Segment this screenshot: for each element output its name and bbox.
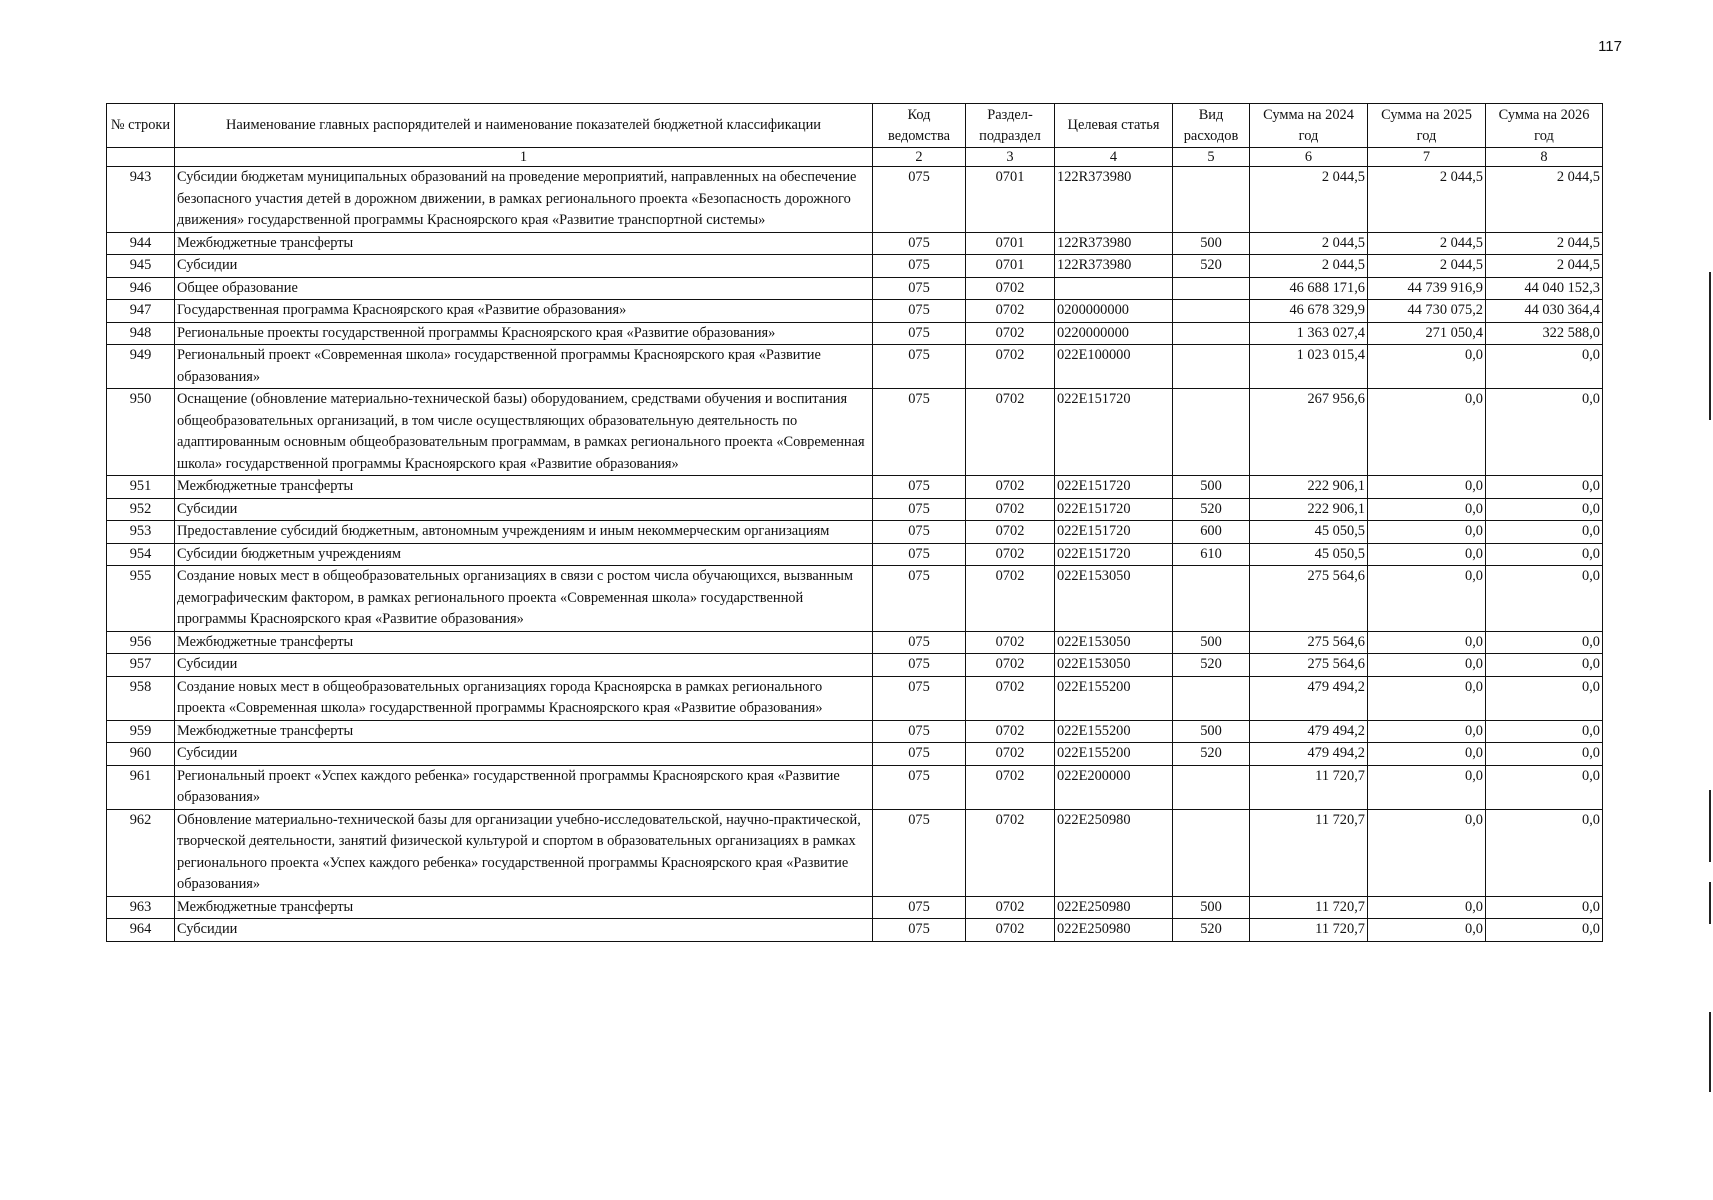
target-article: 122R373980 (1055, 255, 1173, 278)
table-body (107, 167, 1603, 942)
department-code: 075 (873, 919, 966, 942)
column-number-row (107, 148, 1603, 167)
section-code: 0702 (966, 566, 1055, 632)
sum-2025: 0,0 (1368, 476, 1486, 499)
sum-2026: 44 040 152,3 (1486, 277, 1603, 300)
section-code: 0702 (966, 543, 1055, 566)
sum-2024: 45 050,5 (1250, 543, 1368, 566)
department-code: 075 (873, 167, 966, 233)
section-code: 0701 (966, 167, 1055, 233)
header-sum-2025: Сумма на 2025 год (1368, 104, 1486, 148)
sum-2025: 0,0 (1368, 543, 1486, 566)
sum-2024: 275 564,6 (1250, 566, 1368, 632)
table-row (107, 521, 1603, 544)
row-number: 962 (107, 809, 175, 896)
header-sum-2026: Сумма на 2026 год (1486, 104, 1603, 148)
sum-2026: 0,0 (1486, 654, 1603, 677)
indicator-name: Создание новых мест в общеобразовательных организациях города Красноярска в рамках регионального проекта «Современная школа» государственной программы Красноярского края «Развитие образования» (175, 676, 873, 720)
row-number: 948 (107, 322, 175, 345)
column-number: 8 (1486, 148, 1603, 167)
expense-type: 500 (1173, 896, 1250, 919)
indicator-name: Субсидии (175, 654, 873, 677)
indicator-name: Создание новых мест в общеобразовательных организациях в связи с ростом числа обучающихся, вызванным демографическим фактором, в рамках регионального проекта «Современная школа» государственной программы Красноярского края «Развитие образования» (175, 566, 873, 632)
department-code: 075 (873, 631, 966, 654)
target-article: 022E151720 (1055, 498, 1173, 521)
department-code: 075 (873, 232, 966, 255)
indicator-name: Субсидии бюджетам муниципальных образований на проведение мероприятий, направленных на обеспечение безопасного участия детей в дорожном движении, в рамках регионального проекта «Безопасность дорожного движения» государственной программы Красноярского края «Развитие транспортной системы» (175, 167, 873, 233)
indicator-name: Субсидии бюджетным учреждениям (175, 543, 873, 566)
target-article: 022E151720 (1055, 543, 1173, 566)
expense-type (1173, 809, 1250, 896)
expense-type (1173, 676, 1250, 720)
department-code: 075 (873, 654, 966, 677)
row-number: 961 (107, 765, 175, 809)
target-article (1055, 277, 1173, 300)
target-article: 0200000000 (1055, 300, 1173, 323)
header-type: Вид расходов (1173, 104, 1250, 148)
sum-2025: 0,0 (1368, 676, 1486, 720)
target-article: 022E250980 (1055, 896, 1173, 919)
sum-2025: 2 044,5 (1368, 167, 1486, 233)
row-number: 953 (107, 521, 175, 544)
table-row (107, 543, 1603, 566)
header-no: № строки (107, 104, 175, 148)
expense-type: 600 (1173, 521, 1250, 544)
sum-2024: 11 720,7 (1250, 919, 1368, 942)
target-article: 122R373980 (1055, 232, 1173, 255)
row-number: 956 (107, 631, 175, 654)
indicator-name: Межбюджетные трансферты (175, 232, 873, 255)
sum-2025: 2 044,5 (1368, 232, 1486, 255)
target-article: 022E155200 (1055, 720, 1173, 743)
table-row (107, 232, 1603, 255)
department-code: 075 (873, 765, 966, 809)
sum-2024: 46 678 329,9 (1250, 300, 1368, 323)
row-number: 955 (107, 566, 175, 632)
sum-2025: 0,0 (1368, 743, 1486, 766)
sum-2026: 0,0 (1486, 743, 1603, 766)
indicator-name: Межбюджетные трансферты (175, 720, 873, 743)
indicator-name: Межбюджетные трансферты (175, 631, 873, 654)
indicator-name: Межбюджетные трансферты (175, 896, 873, 919)
indicator-name: Государственная программа Красноярского края «Развитие образования» (175, 300, 873, 323)
binder-edge-line (1709, 272, 1711, 420)
target-article: 022E100000 (1055, 345, 1173, 389)
sum-2024: 11 720,7 (1250, 809, 1368, 896)
row-number: 958 (107, 676, 175, 720)
expense-type (1173, 322, 1250, 345)
sum-2024: 1 023 015,4 (1250, 345, 1368, 389)
sum-2025: 0,0 (1368, 521, 1486, 544)
section-code: 0702 (966, 765, 1055, 809)
page-number: 117 (1598, 38, 1622, 55)
department-code: 075 (873, 498, 966, 521)
sum-2024: 479 494,2 (1250, 720, 1368, 743)
indicator-name: Субсидии (175, 498, 873, 521)
target-article: 022E151720 (1055, 476, 1173, 499)
sum-2024: 479 494,2 (1250, 676, 1368, 720)
row-number: 957 (107, 654, 175, 677)
indicator-name: Субсидии (175, 743, 873, 766)
header-sum-2024: Сумма на 2024 год (1250, 104, 1368, 148)
row-number: 963 (107, 896, 175, 919)
sum-2025: 0,0 (1368, 654, 1486, 677)
department-code: 075 (873, 521, 966, 544)
header-row (107, 104, 1603, 148)
header-name: Наименование главных распорядителей и наименование показателей бюджетной классификации (175, 104, 873, 148)
department-code: 075 (873, 255, 966, 278)
department-code: 075 (873, 566, 966, 632)
sum-2026: 322 588,0 (1486, 322, 1603, 345)
department-code: 075 (873, 743, 966, 766)
sum-2025: 271 050,4 (1368, 322, 1486, 345)
section-code: 0702 (966, 631, 1055, 654)
section-code: 0702 (966, 720, 1055, 743)
section-code: 0702 (966, 277, 1055, 300)
indicator-name: Общее образование (175, 277, 873, 300)
sum-2026: 0,0 (1486, 919, 1603, 942)
department-code: 075 (873, 676, 966, 720)
sum-2026: 0,0 (1486, 521, 1603, 544)
sum-2024: 2 044,5 (1250, 255, 1368, 278)
target-article: 022E153050 (1055, 566, 1173, 632)
table-row (107, 631, 1603, 654)
expense-type: 500 (1173, 631, 1250, 654)
sum-2025: 44 730 075,2 (1368, 300, 1486, 323)
column-number: 7 (1368, 148, 1486, 167)
binder-edge-line (1709, 790, 1711, 862)
section-code: 0701 (966, 255, 1055, 278)
sum-2026: 0,0 (1486, 765, 1603, 809)
section-code: 0702 (966, 654, 1055, 677)
sum-2024: 11 720,7 (1250, 896, 1368, 919)
target-article: 022E151720 (1055, 389, 1173, 476)
sum-2024: 479 494,2 (1250, 743, 1368, 766)
sum-2024: 46 688 171,6 (1250, 277, 1368, 300)
row-number: 951 (107, 476, 175, 499)
table-row (107, 765, 1603, 809)
row-number: 959 (107, 720, 175, 743)
section-code: 0702 (966, 389, 1055, 476)
expense-type (1173, 300, 1250, 323)
header-article: Целевая статья (1055, 104, 1173, 148)
sum-2024: 11 720,7 (1250, 765, 1368, 809)
column-number (107, 148, 175, 167)
department-code: 075 (873, 277, 966, 300)
row-number: 952 (107, 498, 175, 521)
expense-type (1173, 765, 1250, 809)
table-row (107, 345, 1603, 389)
sum-2026: 0,0 (1486, 896, 1603, 919)
indicator-name: Межбюджетные трансферты (175, 476, 873, 499)
expense-type: 520 (1173, 255, 1250, 278)
sum-2025: 0,0 (1368, 389, 1486, 476)
section-code: 0702 (966, 322, 1055, 345)
sum-2024: 45 050,5 (1250, 521, 1368, 544)
sum-2024: 222 906,1 (1250, 476, 1368, 499)
indicator-name: Региональный проект «Успех каждого ребенка» государственной программы Красноярского края «Развитие образования» (175, 765, 873, 809)
column-number: 4 (1055, 148, 1173, 167)
sum-2025: 0,0 (1368, 919, 1486, 942)
department-code: 075 (873, 476, 966, 499)
department-code: 075 (873, 300, 966, 323)
row-number: 946 (107, 277, 175, 300)
expense-type (1173, 566, 1250, 632)
sum-2026: 0,0 (1486, 476, 1603, 499)
section-code: 0702 (966, 521, 1055, 544)
binder-edge-line (1709, 1012, 1711, 1092)
expense-type: 500 (1173, 232, 1250, 255)
indicator-name: Региональный проект «Современная школа» государственной программы Красноярского края «Развитие образования» (175, 345, 873, 389)
table-row (107, 167, 1603, 233)
section-code: 0702 (966, 498, 1055, 521)
row-number: 944 (107, 232, 175, 255)
target-article: 022E200000 (1055, 765, 1173, 809)
target-article: 022E155200 (1055, 676, 1173, 720)
row-number: 947 (107, 300, 175, 323)
section-code: 0702 (966, 476, 1055, 499)
sum-2026: 0,0 (1486, 631, 1603, 654)
table-row (107, 676, 1603, 720)
target-article: 022E250980 (1055, 919, 1173, 942)
sum-2024: 2 044,5 (1250, 232, 1368, 255)
sum-2026: 0,0 (1486, 389, 1603, 476)
sum-2026: 0,0 (1486, 676, 1603, 720)
expense-type: 520 (1173, 743, 1250, 766)
sum-2025: 0,0 (1368, 631, 1486, 654)
section-code: 0702 (966, 809, 1055, 896)
table-row (107, 277, 1603, 300)
binder-edge-line (1709, 882, 1711, 924)
column-number: 2 (873, 148, 966, 167)
sum-2024: 275 564,6 (1250, 631, 1368, 654)
column-number: 6 (1250, 148, 1368, 167)
section-code: 0701 (966, 232, 1055, 255)
sum-2025: 0,0 (1368, 809, 1486, 896)
table-row (107, 919, 1603, 942)
section-code: 0702 (966, 919, 1055, 942)
sum-2026: 0,0 (1486, 498, 1603, 521)
sum-2025: 0,0 (1368, 566, 1486, 632)
department-code: 075 (873, 809, 966, 896)
sum-2026: 44 030 364,4 (1486, 300, 1603, 323)
sum-2024: 2 044,5 (1250, 167, 1368, 233)
expense-type: 500 (1173, 720, 1250, 743)
department-code: 075 (873, 720, 966, 743)
department-code: 075 (873, 345, 966, 389)
section-code: 0702 (966, 896, 1055, 919)
target-article: 0220000000 (1055, 322, 1173, 345)
table-row (107, 896, 1603, 919)
indicator-name: Субсидии (175, 919, 873, 942)
indicator-name: Субсидии (175, 255, 873, 278)
section-code: 0702 (966, 676, 1055, 720)
column-number: 1 (175, 148, 873, 167)
target-article: 022E151720 (1055, 521, 1173, 544)
department-code: 075 (873, 322, 966, 345)
sum-2026: 2 044,5 (1486, 167, 1603, 233)
table-row (107, 498, 1603, 521)
row-number: 949 (107, 345, 175, 389)
row-number: 945 (107, 255, 175, 278)
table-row (107, 300, 1603, 323)
table-row (107, 255, 1603, 278)
table-row (107, 566, 1603, 632)
table-row (107, 322, 1603, 345)
expense-type: 500 (1173, 476, 1250, 499)
expense-type: 520 (1173, 498, 1250, 521)
sum-2024: 267 956,6 (1250, 389, 1368, 476)
expense-type: 520 (1173, 654, 1250, 677)
column-number: 5 (1173, 148, 1250, 167)
row-number: 960 (107, 743, 175, 766)
department-code: 075 (873, 896, 966, 919)
sum-2024: 1 363 027,4 (1250, 322, 1368, 345)
row-number: 954 (107, 543, 175, 566)
table-row (107, 720, 1603, 743)
sum-2026: 2 044,5 (1486, 232, 1603, 255)
row-number: 964 (107, 919, 175, 942)
sum-2026: 0,0 (1486, 566, 1603, 632)
table-row (107, 389, 1603, 476)
row-number: 943 (107, 167, 175, 233)
table-row (107, 809, 1603, 896)
section-code: 0702 (966, 345, 1055, 389)
department-code: 075 (873, 389, 966, 476)
indicator-name: Региональные проекты государственной программы Красноярского края «Развитие образования» (175, 322, 873, 345)
expense-type (1173, 389, 1250, 476)
expense-type: 610 (1173, 543, 1250, 566)
column-number: 3 (966, 148, 1055, 167)
sum-2025: 44 739 916,9 (1368, 277, 1486, 300)
expense-type: 520 (1173, 919, 1250, 942)
sum-2026: 0,0 (1486, 720, 1603, 743)
target-article: 022E153050 (1055, 631, 1173, 654)
expense-type (1173, 277, 1250, 300)
sum-2025: 0,0 (1368, 345, 1486, 389)
target-article: 122R373980 (1055, 167, 1173, 233)
row-number: 950 (107, 389, 175, 476)
sum-2025: 0,0 (1368, 896, 1486, 919)
target-article: 022E250980 (1055, 809, 1173, 896)
sum-2024: 222 906,1 (1250, 498, 1368, 521)
sum-2026: 0,0 (1486, 809, 1603, 896)
table-row (107, 654, 1603, 677)
sum-2026: 0,0 (1486, 345, 1603, 389)
sum-2025: 2 044,5 (1368, 255, 1486, 278)
sum-2025: 0,0 (1368, 765, 1486, 809)
section-code: 0702 (966, 300, 1055, 323)
indicator-name: Обновление материально-технической базы для организации учебно-исследовательской, научно-практической, творческой деятельности, занятий физической культурой и спортом в образовательных организациях в рамках регионального проекта «Успех каждого ребенка» государственной программы Красноярского края «Развитие образования» (175, 809, 873, 896)
sum-2026: 2 044,5 (1486, 255, 1603, 278)
indicator-name: Оснащение (обновление материально-технической базы) оборудованием, средствами обучения и воспитания общеобразовательных организаций, в том числе осуществляющих образовательную деятельность по адаптированным основным общеобразовательным программам, в рамках регионального проекта «Современная школа» государственной программы Красноярского края «Развитие образования» (175, 389, 873, 476)
expense-type (1173, 167, 1250, 233)
sum-2025: 0,0 (1368, 498, 1486, 521)
sum-2024: 275 564,6 (1250, 654, 1368, 677)
sum-2026: 0,0 (1486, 543, 1603, 566)
budget-table (106, 103, 1603, 942)
expense-type (1173, 345, 1250, 389)
table-row (107, 476, 1603, 499)
department-code: 075 (873, 543, 966, 566)
sum-2025: 0,0 (1368, 720, 1486, 743)
header-code: Код ведомства (873, 104, 966, 148)
target-article: 022E153050 (1055, 654, 1173, 677)
indicator-name: Предоставление субсидий бюджетным, автономным учреждениям и иным некоммерческим организациям (175, 521, 873, 544)
target-article: 022E155200 (1055, 743, 1173, 766)
section-code: 0702 (966, 743, 1055, 766)
table-row (107, 743, 1603, 766)
header-section: Раздел-подраздел (966, 104, 1055, 148)
